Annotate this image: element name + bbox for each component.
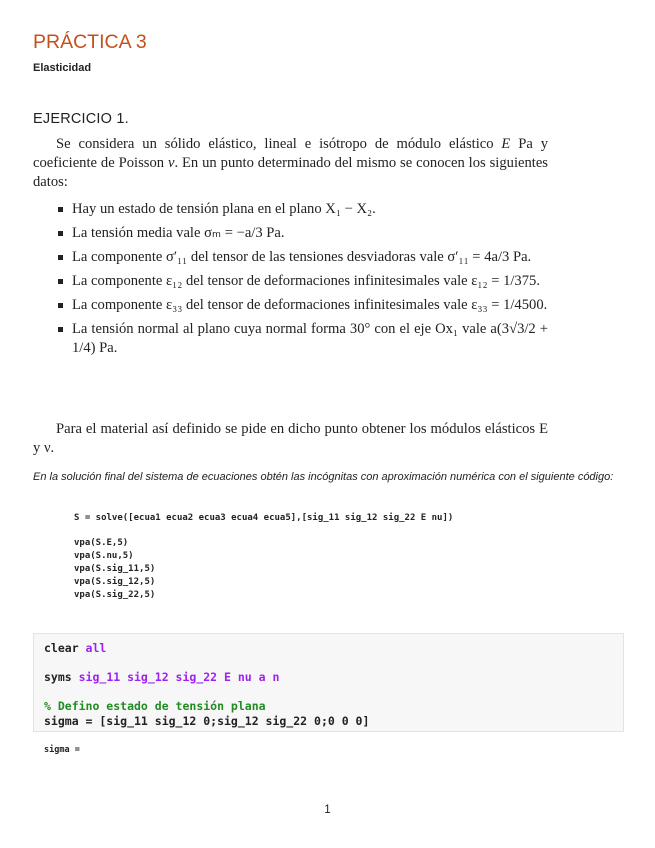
code-line-syms — [44, 670, 279, 684]
code-cell[interactable] — [33, 633, 624, 732]
code-line-sigma: sigma = [sig_11 sig_12 0;sig_12 sig_22 0;0 0 0] — [44, 714, 370, 728]
code-command: syms — [44, 670, 79, 684]
bullet-icon — [58, 303, 63, 308]
bullet-icon — [58, 327, 63, 332]
bullet-icon — [58, 279, 63, 284]
vpa-code-line: vpa(S.E,5) — [74, 538, 129, 548]
vpa-code-line: vpa(S.nu,5) — [74, 551, 134, 561]
page-title: PRÁCTICA 3 — [33, 31, 147, 53]
list-item — [58, 320, 548, 358]
list-item — [58, 224, 548, 243]
data-list — [58, 200, 548, 363]
exercise-intro — [33, 135, 548, 192]
list-item — [58, 248, 548, 267]
solve-code-line: S = solve([ecua1 ecua2 ecua3 ecua4 ecua5],[sig_11 sig_12 sig_22 E nu]) — [74, 513, 454, 523]
bullet-icon — [58, 255, 63, 260]
list-item-text: La componente ε₁₂ del tensor de deformaciones infinitesimales vale ε₁₂ = 1/375. — [72, 273, 540, 289]
output-label: sigma = — [44, 745, 80, 755]
bullet-icon — [58, 231, 63, 236]
list-item-text: La tensión normal al plano cuya normal forma 30° con el eje Ox₁ vale a(3√3/2 + 1/4) Pa. — [72, 321, 548, 356]
intro-symbol-nu: ν — [167, 155, 175, 171]
bullet-icon — [58, 207, 63, 212]
page-number: 1 — [324, 804, 331, 816]
code-keyword: sig_11 sig_12 sig_22 E nu a n — [78, 670, 280, 684]
intro-text-1: Se considera un sólido elástico, lineal e isótropo de módulo elástico — [56, 136, 502, 152]
code-keyword: all — [85, 641, 107, 655]
vpa-code-line: vpa(S.sig_11,5) — [74, 564, 156, 574]
intro-text-2: Pa y coeficiente de Poisson — [33, 136, 549, 171]
list-item — [58, 296, 548, 315]
code-command: clear — [44, 641, 86, 655]
exercise-closing: Para el material así definido se pide en dicho punto obtener los módulos elásticos E y ν. — [33, 421, 548, 456]
list-item-text: La componente σ′₁₁ del tensor de las tensiones desviadoras vale σ′₁₁ = 4a/3 Pa. — [72, 249, 532, 265]
list-item — [58, 272, 548, 291]
vpa-code-line: vpa(S.sig_12,5) — [74, 577, 156, 587]
intro-symbol-E: E — [501, 136, 511, 152]
intro-text-3: . En un punto determinado del mismo se conocen los siguientes datos: — [33, 155, 548, 190]
code-comment: % Defino estado de tensión plana — [44, 699, 266, 713]
vpa-code-line: vpa(S.sig_22,5) — [74, 590, 156, 600]
list-item-text: Hay un estado de tensión plana en el plano X₁ − X₂. — [72, 201, 376, 217]
instruction-note: En la solución final del sistema de ecuaciones obtén las incógnitas con aproximación numérica con el siguiente código: — [33, 471, 614, 483]
page-subtitle: Elasticidad — [33, 62, 92, 74]
list-item — [58, 200, 548, 219]
exercise-heading: EJERCICIO 1. — [33, 111, 129, 127]
list-item-text: La componente ε₃₃ del tensor de deformaciones infinitesimales vale ε₃₃ = 1/4500. — [72, 297, 548, 313]
code-line-clear — [44, 641, 106, 655]
list-item-text: La tensión media vale σₘ = −a/3 Pa. — [72, 225, 285, 241]
